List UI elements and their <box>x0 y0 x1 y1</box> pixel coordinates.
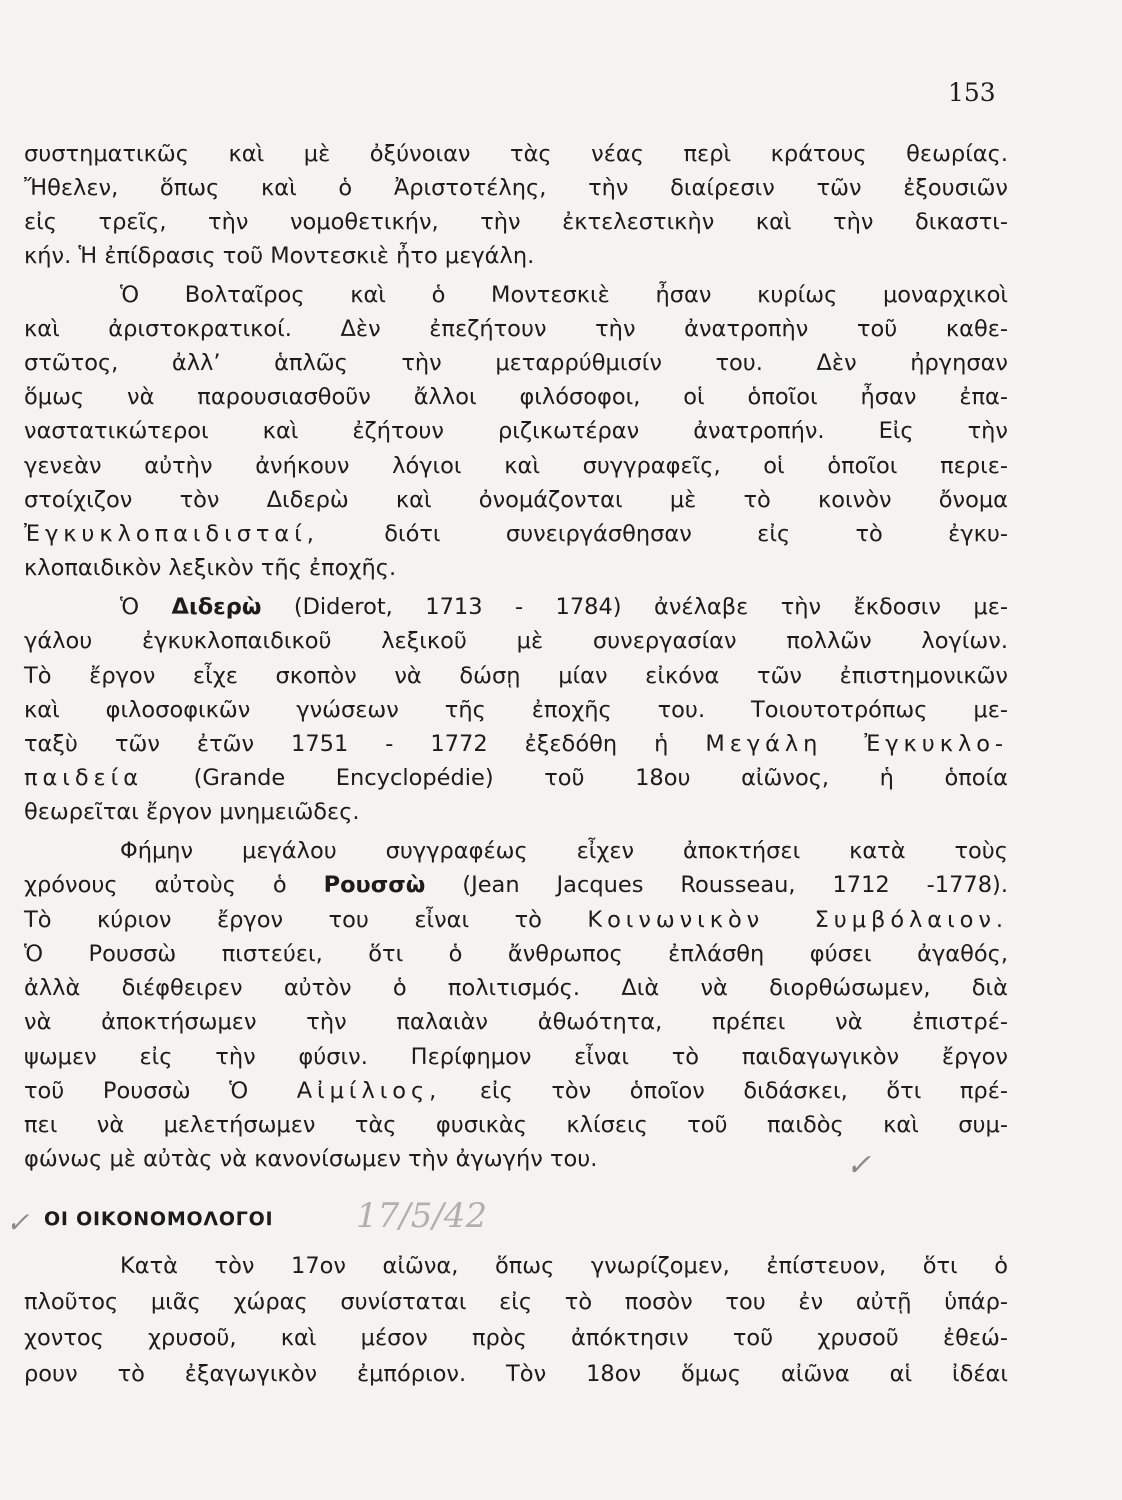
bold-name: Ρουσσὼ <box>323 872 426 898</box>
text-line: φώνως μὲ αὐτὰς νὰ κανονίσωμεν τὴν ἀγωγήν του. <box>24 1146 598 1172</box>
text-line: Ὁ Ρουσσὼ πιστεύει, ὅτι ὁ ἄνθρωπος ἐπλάσθη φύσει ἀγαθός, <box>24 941 1008 967</box>
margin-check-mark: ✓ <box>6 1206 30 1239</box>
text-line: Κατὰ τὸν 17ον αἰῶνα, ὅπως γνωρίζομεν, ἐπίστευον, ὅτι ὁ <box>120 1253 1008 1279</box>
section-heading: ΟΙ ΟΙΚΟΝΟΜΟΛΟΓΟΙ <box>44 1208 274 1230</box>
text-line <box>24 903 1008 937</box>
text-span: διότι συνειργάσθησαν εἰς τὸ ἐγκυ- <box>318 521 1008 547</box>
text-line: πλοῦτος μιᾶς χώρας συνίσταται εἰς τὸ ποσὸν του ἐν αὐτῇ ὑπάρ- <box>24 1289 1008 1315</box>
text-line: εἰς τρεῖς, τὴν νομοθετικήν, τὴν ἐκτελεστικὴν καὶ τὴν δικαστι- <box>24 209 1008 235</box>
text-span: Ὁ <box>120 594 172 620</box>
text-line <box>24 761 1008 795</box>
pencil-check-mark: ✓ <box>846 1148 872 1183</box>
spaced-term: Μεγάλη Ἐγκυκλο- <box>705 731 1008 757</box>
text-span: (Diderot, 1713 - 1784) ἀνέλαβε τὴν ἔκδοσιν με- <box>261 594 1008 620</box>
text-line: Φήμην μεγάλου συγγραφέως εἶχεν ἀποκτήσει κατὰ τοὺς <box>120 838 1008 864</box>
text-span: Τὸ κύριον ἔργον του εἶναι τὸ <box>24 907 588 933</box>
text-line <box>24 517 1008 551</box>
text-line: κλοπαιδικὸν λεξικὸν τῆς ἐποχῆς. <box>24 555 397 581</box>
text-line: Τὸ ἔργον εἶχε σκοπὸν νὰ δώσῃ μίαν εἰκόνα τῶν ἐπιστημονικῶν <box>24 663 1008 689</box>
spaced-term: παιδεία <box>24 765 144 791</box>
text-line <box>120 590 1008 624</box>
text-line: καὶ ἀριστοκρατικοί. Δὲν ἐπεζήτουν τὴν ἀνατροπὴν τοῦ καθε- <box>24 316 1008 342</box>
text-line <box>24 868 1008 902</box>
text-line: θεωρεῖται ἔργον μνημειῶδες. <box>24 799 360 825</box>
text-span: (Grande Encyclopédie) τοῦ 18ου αἰῶνος, ἡ ὁποία <box>143 765 1008 791</box>
text-span: (Jean Jacques Rousseau, 1712 -1778). <box>425 872 1008 898</box>
text-line: ψωμεν εἰς τὴν φύσιν. Περίφημον εἶναι τὸ παιδαγωγικὸν ἔργον <box>24 1044 1008 1070</box>
text-line: γενεὰν αὐτὴν ἀνήκουν λόγιοι καὶ συγγραφεῖς, οἱ ὁποῖοι περιε- <box>24 453 1008 479</box>
text-line: καὶ φιλοσοφικῶν γνώσεων τῆς ἐποχῆς του. Τοιουτοτρόπως με- <box>24 697 1008 723</box>
text-span: ταξὺ τῶν ἐτῶν 1751 - 1772 ἐξεδόθη ἡ <box>24 731 706 757</box>
text-line: ναστατικώτεροι καὶ ἐζήτουν ριζικωτέραν ἀνατροπήν. Εἰς τὴν <box>24 418 1008 444</box>
text-line: στοίχιζον τὸν Διδερὼ καὶ ὀνομάζονται μὲ τὸ κοινὸν ὄνομα <box>24 487 1008 513</box>
text-line: νὰ ἀποκτήσωμεν τὴν παλαιὰν ἀθωότητα, πρέπει νὰ ἐπιστρέ- <box>24 1009 1008 1035</box>
spaced-term: Ἐγκυκλοπαιδισταί, <box>24 521 319 547</box>
text-line: ὅμως νὰ παρουσιασθοῦν ἄλλοι φιλόσοφοι, οἱ ὁποῖοι ἦσαν ἐπα- <box>24 384 1008 410</box>
page-number: 153 <box>948 78 996 107</box>
spaced-term: Κοινωνικὸν Συμβόλαιον. <box>587 907 1008 933</box>
text-line: γάλου ἐγκυκλοπαιδικοῦ λεξικοῦ μὲ συνεργασίαν πολλῶν λογίων. <box>24 628 1008 654</box>
text-line: Ἤθελεν, ὅπως καὶ ὁ Ἀριστοτέλης, τὴν διαίρεσιν τῶν ἐξουσιῶν <box>24 175 1008 201</box>
pencil-date-annotation: 17/5/42 <box>356 1196 488 1236</box>
bold-name: Διδερὼ <box>171 594 262 620</box>
text-span: χρόνους αὐτοὺς ὁ <box>24 872 324 898</box>
text-line: κήν. Ἡ ἐπίδρασις τοῦ Μοντεσκιὲ ἦτο μεγάλη. <box>24 243 535 269</box>
text-span: τοῦ Ρουσσὼ <box>24 1078 230 1104</box>
text-line: ρουν τὸ ἐξαγωγικὸν ἐμπόριον. Τὸν 18ον ὅμως αἰῶνα αἱ ἰδέαι <box>24 1361 1008 1387</box>
text-line: ἀλλὰ διέφθειρεν αὐτὸν ὁ πολιτισμός. Διὰ νὰ διορθώσωμεν, διὰ <box>24 975 1008 1001</box>
text-line <box>24 727 1008 761</box>
text-line: πει νὰ μελετήσωμεν τὰς φυσικὰς κλίσεις τοῦ παιδὸς καὶ συμ- <box>24 1112 1008 1138</box>
text-line: συστηματικῶς καὶ μὲ ὀξύνοιαν τὰς νέας περὶ κράτους θεωρίας. <box>24 141 1008 167</box>
text-span: εἰς τὸν ὁποῖον διδάσκει, ὅτι πρέ- <box>441 1078 1008 1104</box>
text-line: στῶτος, ἀλλ’ ἁπλῶς τὴν μεταρρύθμισίν του. Δὲν ἠργησαν <box>24 350 1008 376</box>
spaced-term: Ὁ Αἰμίλιος, <box>229 1078 442 1104</box>
text-line: χοντος χρυσοῦ, καὶ μέσον πρὸς ἀπόκτησιν τοῦ χρυσοῦ ἐθεώ- <box>24 1325 1008 1351</box>
text-line: Ὁ Βολταῖρος καὶ ὁ Μοντεσκιὲ ἦσαν κυρίως μοναρχικοὶ <box>120 282 1008 308</box>
text-line <box>24 1074 1008 1108</box>
